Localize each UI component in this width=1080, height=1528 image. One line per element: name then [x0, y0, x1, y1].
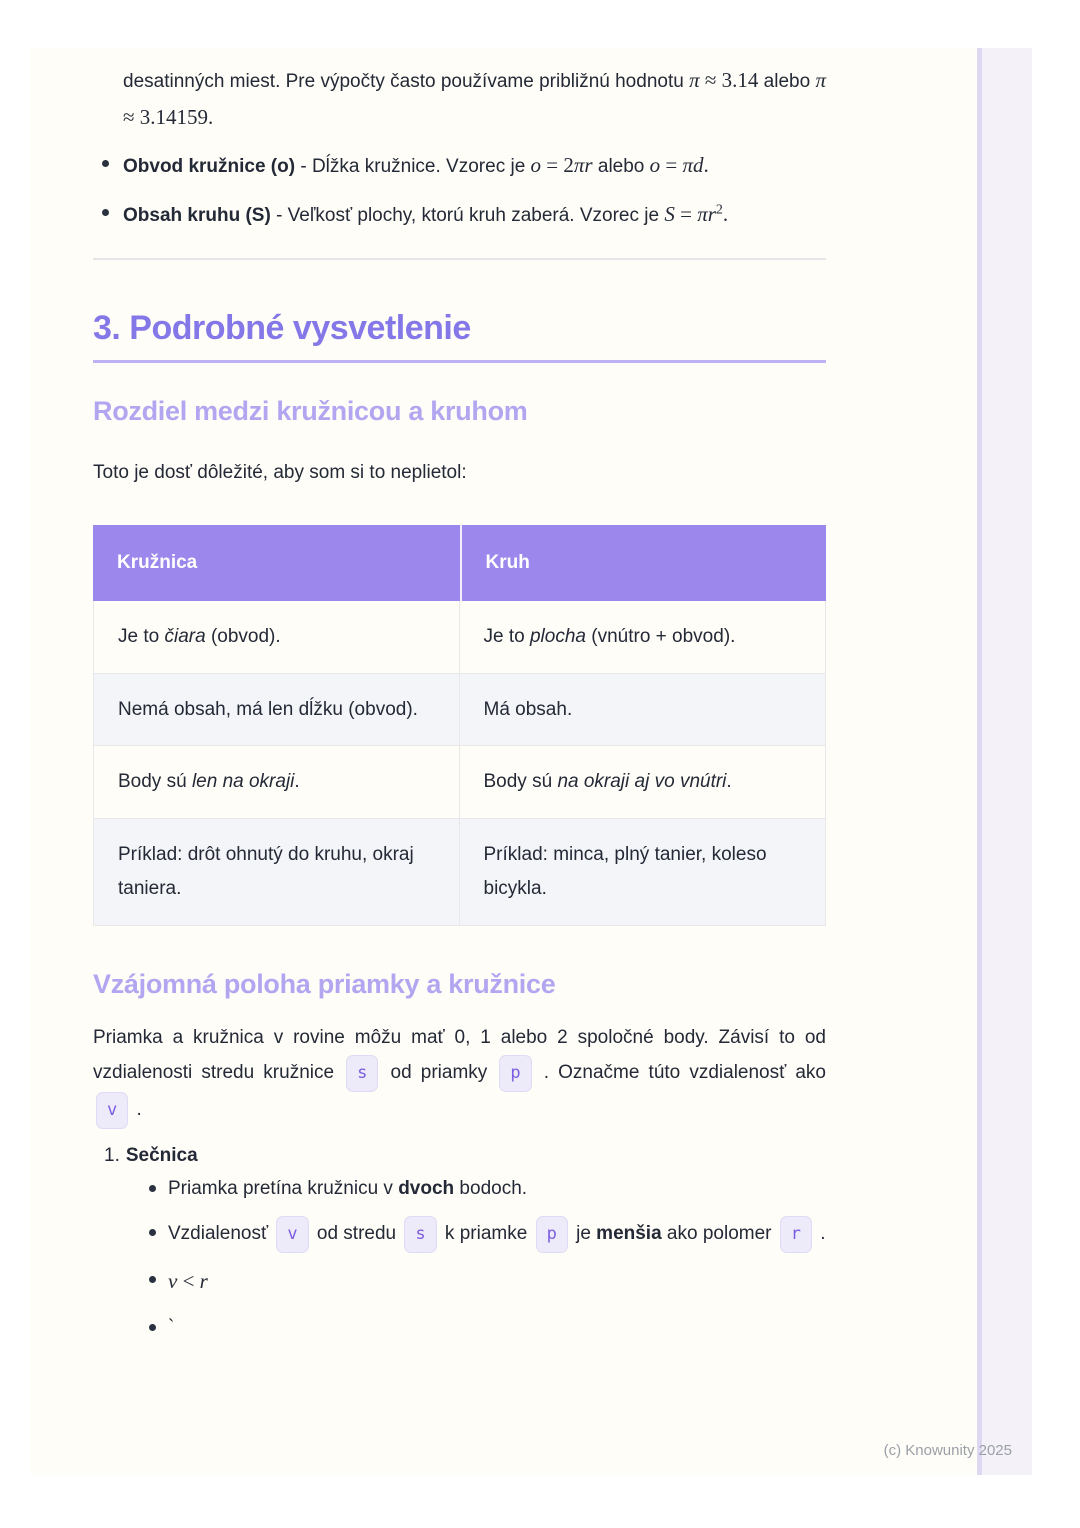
table-row: [93, 601, 826, 674]
item-number: 1.: [104, 1144, 120, 1166]
item-title: Sečnica: [125, 1144, 198, 1166]
comparison-table: [93, 525, 826, 926]
table-row: [93, 819, 826, 926]
definition-list: [93, 147, 826, 234]
table-cell: Príklad: minca, plný tanier, koleso bicykla.: [460, 819, 827, 926]
poloha-paragraph: Priamka a kružnica v rovine môžu mať 0, 1 alebo 2 spoločné body. Závisí to od vzdialenosti stredu kružnice s od priamky p . Označme túto vzdialenosť ako v .: [93, 1021, 826, 1129]
numbered-item-secnica: [104, 1139, 826, 1173]
table-cell: Body sú len na okraji.: [93, 746, 460, 819]
secnica-point: Priamka pretína kružnicu v dvoch bodoch.: [168, 1178, 528, 1200]
section-title-underline: [93, 360, 826, 363]
table-cell: Je to plocha (vnútro + obvod).: [460, 601, 827, 674]
list-item: [140, 1263, 826, 1300]
list-item: [140, 1311, 826, 1345]
table-row: [93, 674, 826, 747]
definition-obsah: Obsah kruhu (S) - Veľkosť plochy, ktorú kruh zaberá. Vzorec je $S = \pi r^2$.: [123, 202, 729, 227]
table-header-row: [93, 525, 826, 601]
list-item: [140, 1216, 826, 1253]
numbered-list: [93, 1139, 826, 1345]
bullet-icon: [149, 1185, 156, 1192]
bullet-icon: [102, 209, 109, 216]
copyright-footer: (c) Knowunity 2025: [883, 1442, 1012, 1459]
table-header-kruh: Kruh: [460, 525, 827, 601]
subsection-title-rozdiel: Rozdiel medzi kružnicou a kruhom: [93, 396, 528, 427]
bullet-icon: [149, 1229, 156, 1236]
table-header-kruznica: Kružnica: [93, 525, 460, 601]
secnica-bullets: [140, 1172, 826, 1344]
bullet-icon: [102, 160, 109, 167]
list-item: [93, 147, 826, 184]
secnica-point: `: [168, 1316, 175, 1338]
secnica-formula: v < r: [168, 1269, 208, 1294]
subsection-title-poloha: Vzájomná poloha priamky a kružnice: [93, 968, 556, 999]
list-item: [93, 196, 826, 233]
table-cell: Je to čiara (obvod).: [93, 601, 460, 674]
document-page: [30, 48, 1032, 1475]
bullet-icon: [149, 1276, 156, 1283]
table-row: [93, 746, 826, 819]
secnica-point: Vzdialenosť v od stredu s k priamke p je menšia ako polomer r .: [168, 1223, 826, 1244]
intro-paragraph: desatinných miest. Pre výpočty často používame približnú hodnotu π ≈ 3.14 alebo π ≈ 3.14159.: [123, 68, 826, 130]
table-cell: Má obsah.: [460, 674, 827, 747]
section-title: 3. Podrobné vysvetlenie: [93, 308, 471, 347]
list-item: [140, 1172, 826, 1206]
lead-paragraph: Toto je dosť dôležité, aby som si to neplietol:: [93, 462, 467, 484]
table-cell: Nemá obsah, má len dĺžku (obvod).: [93, 674, 460, 747]
table-cell: Príklad: drôt ohnutý do kruhu, okraj taniera.: [93, 819, 460, 926]
bullet-icon: [149, 1324, 156, 1331]
page-content: [30, 48, 1032, 1344]
table-cell: Body sú na okraji aj vo vnútri.: [460, 746, 827, 819]
section-divider: [93, 258, 826, 260]
definition-obvod: Obvod kružnice (o) - Dĺžka kružnice. Vzorec je o = 2πr alebo o = πd.: [123, 152, 709, 177]
